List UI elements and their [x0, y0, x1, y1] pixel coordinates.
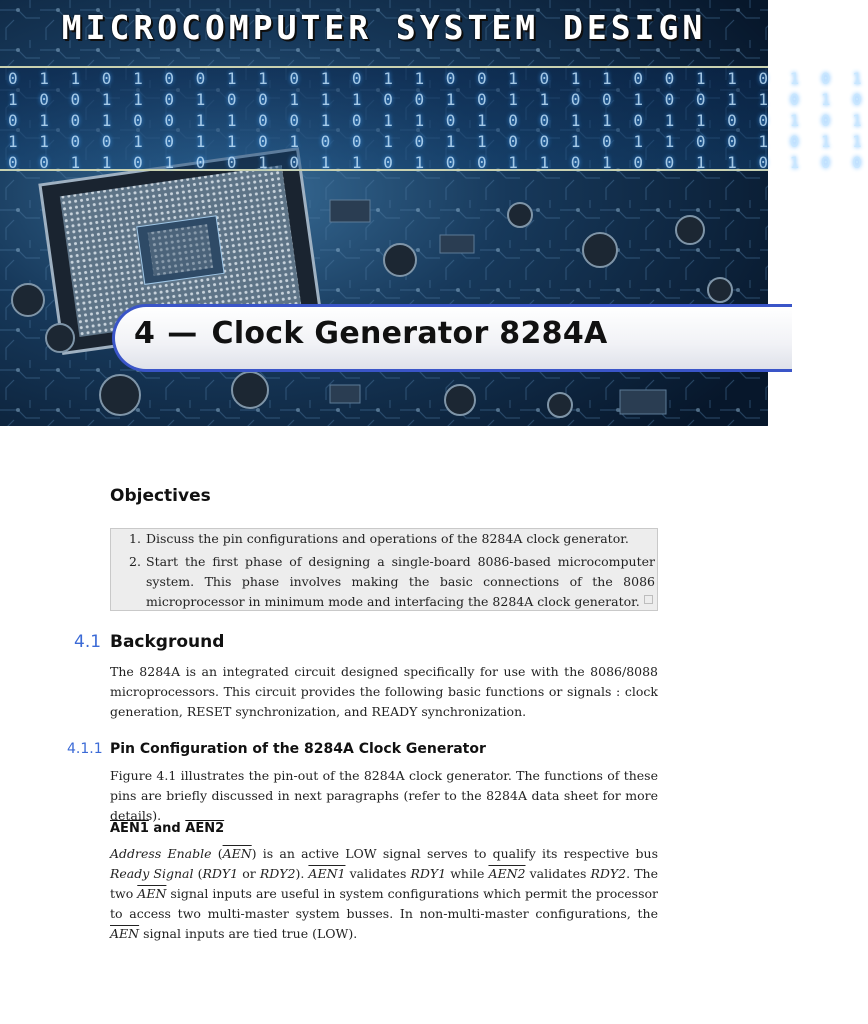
objective-text: Discuss the pin configurations and operations of the 8284A clock generator. — [146, 531, 629, 546]
section-title: Background — [110, 632, 225, 652]
text-run: $\overline{AEN}$ — [137, 886, 167, 901]
subsection-number: 4.1.1 — [67, 741, 103, 757]
text-run: signal inputs are useful in system configurations which permit the processor to access two multi-master system busses. In non-multi-master configurations, the — [110, 886, 658, 921]
chapter-title: Clock Generator 8284A — [211, 316, 608, 351]
objectives-title: Objectives — [110, 486, 211, 506]
text-run: while — [446, 866, 489, 881]
text-run: Address Enable — [110, 846, 212, 861]
text-run: RDY1 — [410, 866, 447, 881]
text-run: $\overline{AEN}$ — [222, 846, 252, 861]
objective-number: 2. — [129, 554, 141, 569]
chapter-heading — [134, 316, 608, 351]
text-run: signal inputs are tied true (LOW). — [139, 926, 358, 941]
text-run: ). — [295, 866, 309, 881]
binary-row: 0 0 1 1 0 1 0 0 1 0 1 1 0 1 0 0 1 1 0 1 0 0 1 1 0 1 0 0 — [8, 153, 868, 172]
binary-code-band — [0, 66, 868, 172]
section-number: 4.1 — [74, 632, 102, 652]
chapter-number: 4 — [134, 316, 156, 351]
text-run: Ready Signal — [110, 866, 194, 881]
text-run: ) is an active LOW signal serves to qualify its respective bus — [251, 846, 659, 861]
binary-row: 1 1 0 0 1 0 1 1 0 1 0 0 1 0 1 1 0 0 1 0 1 1 0 0 1 0 1 1 — [8, 132, 868, 151]
chapter-dash: — — [167, 316, 198, 351]
objective-number: 1. — [129, 531, 141, 546]
text-run: RDY2 — [259, 866, 296, 881]
aen2-label: AEN2 — [185, 821, 225, 836]
text-run: ( — [193, 866, 203, 881]
binary-row: 1 0 0 1 1 0 1 0 0 1 1 1 0 0 1 0 1 1 0 0 1 0 0 1 1 0 1 0 — [8, 90, 868, 109]
aen-heading — [110, 821, 224, 836]
objective-item — [129, 529, 655, 549]
subsection-title: Pin Configuration of the 8284A Clock Generator — [110, 741, 486, 757]
chapter-banner — [0, 0, 868, 426]
objective-item — [129, 552, 655, 612]
binary-row: 0 1 1 0 1 0 0 1 1 0 1 0 1 1 0 0 1 0 1 1 0 0 1 1 0 1 0 1 — [8, 69, 868, 88]
aen-paragraph — [110, 844, 658, 944]
text-run: AEN1 — [308, 866, 346, 881]
end-box-icon — [644, 595, 653, 604]
background-paragraph: The 8284A is an integrated circuit designed specifically for use with the 8086/8088 microprocessors. This circuit provides the following basic functions or signals : clock generation, RESET synchronization, and READY synchronization. — [110, 664, 658, 719]
objective-text: Start the first phase of designing a single-board 8086-based microcomputer system. This phase involves making the basic connections of the 8086 microprocessor in minimum mode and interfacing the 8284A clock generator. — [146, 554, 655, 609]
text-run: validates — [345, 866, 411, 881]
pin-configuration-paragraph: Figure 4.1 illustrates the pin-out of the 8284A clock generator. The functions of these pins are briefly discussed in next paragraphs (refer to the 8284A data sheet for more details). — [110, 768, 658, 823]
and-label: and — [153, 821, 181, 836]
text-run: validates — [525, 866, 591, 881]
text-run: ( — [211, 846, 223, 861]
text-run: or — [238, 866, 260, 881]
text-run: RDY1 — [202, 866, 239, 881]
text-run: . The two — [110, 866, 658, 901]
binary-row: 0 1 0 1 0 0 1 1 0 0 1 0 1 1 0 1 0 0 1 1 0 1 1 0 0 1 0 1 — [8, 111, 868, 130]
book-title: MICROCOMPUTER SYSTEM DESIGN — [61, 8, 707, 47]
objectives-box — [110, 528, 658, 611]
text-run: AEN2 — [488, 866, 526, 881]
aen1-label: AEN1 — [110, 821, 149, 836]
text-run: $\overline{AEN}$ — [110, 926, 140, 941]
text-run: RDY2 — [590, 866, 627, 881]
